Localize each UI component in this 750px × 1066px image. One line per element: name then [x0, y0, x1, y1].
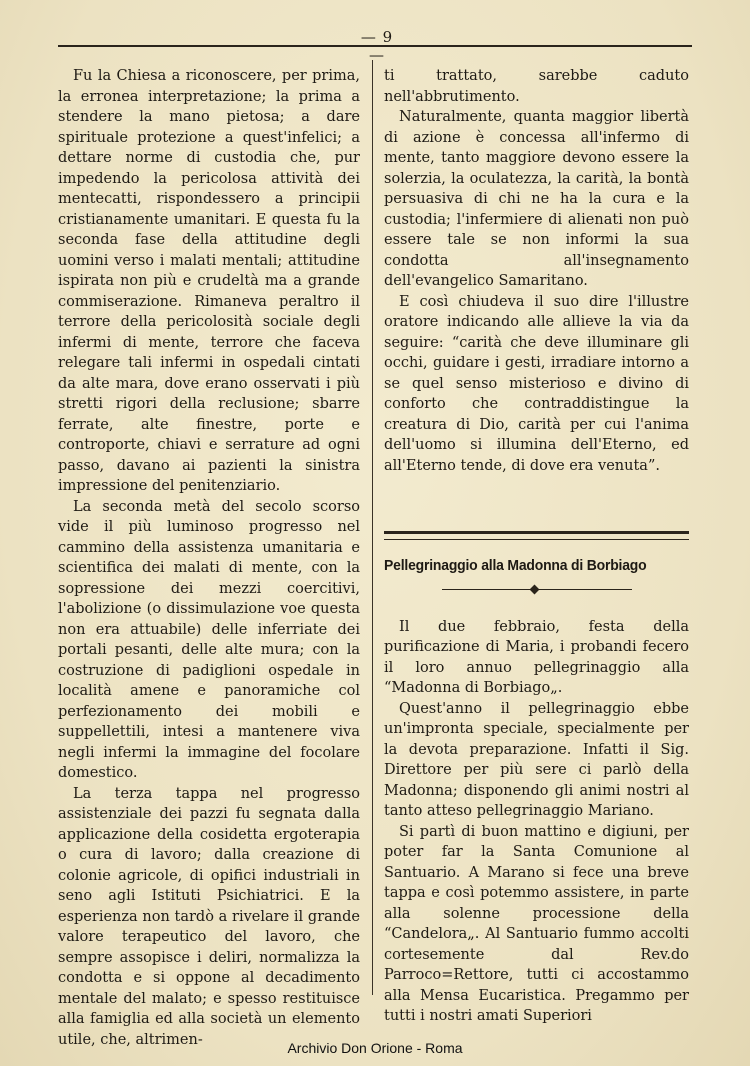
archive-credit: Archivio Don Orione - Roma [287, 1040, 463, 1056]
column-divider [372, 60, 373, 995]
section-title: Pellegrinaggio alla Madonna di Borbiago [384, 557, 647, 574]
paragraph: E così chiudeva il suo dire l'illustre oratore indicando alle allieve la via da seguire: “carità che deve illuminare gli occhi, guidare i gesti, irradiare intorno a se quel senso misterioso e divino di conforto che contraddistingue la creatura di Dio, carità per cui l'anima dell'uomo si illumina dell'Eterno, ed all'Eterno tende, di dove era venuta”. [384, 293, 689, 474]
diamond-ornament-icon [529, 584, 539, 594]
paragraph: Fu la Chiesa a riconoscere, per prima, la erronea interpretazione; la prima a stendere la mano pietosa; a dare spirituale protezione a quest'infelici; a dettare norme di custodia che, pur impedendo la pericolosa attività dei mentecatti, rispondessero a principii cristianamente umanitari. E questa fu la seconda fase della attitudine degli uomini verso i malati mentali; attitudine ispirata non più e crudeltà ma a grande commiserazione. Rimaneva peraltro il terrore della pericolosità sociale degli infermi di mente, terrore che faceva relegare tali infermi in ospedali cintati da alte mara, dove erano osservati i più stretti rigori della reclusione; sbarre ferrate, alte finestre, porte e controporte, chiavi e serrature ad ogni passo, davano ai pazienti la sinistra impressione del penitenziario. [58, 68, 360, 494]
paragraph: Quest'anno il pellegrinaggio ebbe un'impronta speciale, specialmente per la devota preparazione. Infatti il Sig. Direttore per più sere ci parlò della Madonna; disponendo gli animi nostri al tanto atteso pellegrinaggio Mariano. [384, 700, 689, 819]
paragraph: Si partì di buon mattino e digiuni, per poter far la Santa Comunione al Santuario. A Marano si fece una breve tappa e così potemmo assistere, in parte alla solenne processione della “Candelora„. Al Santuario fummo accolti cortesemente dal Rev.do Parroco=Rettore, tutti ci accostammo alla Mensa Eucaristica. Pregammo per tutti i nostri amati Superiori [384, 823, 689, 1024]
paragraph: La terza tappa nel progresso assistenziale dei pazzi fu segnata dalla applicazione della cosidetta ergoterapia o cura di lavoro; dalla creazione di colonie agricole, di opifici industriali in seno agli Istituti Psichiatrici. E la esperienza non tardò a rivelare il grande valore terapeutico del lavoro, che sempre assopisce i deliri, normalizza la condotta e si oppone al decadimento mentale del malato; e spesso restituisce alla famiglia ed alla società un elemento utile, che, altrimen- [58, 785, 360, 1048]
page-number: — 9 — [360, 28, 394, 64]
paragraph: Il due febbraio, festa della purificazione di Maria, i probandi fecero il loro annuo pellegrinaggio alla “Madonna di Borbiago„. [384, 618, 689, 696]
paragraph: ti trattato, sarebbe caduto nell'abbrutimento. [384, 68, 689, 105]
left-column [58, 66, 360, 1050]
paragraph: La seconda metà del secolo scorso vide il più luminoso progresso nel cammino della assistenza umanitaria e scientifica dei malati di mente, con la sopressione dei mezzi coercitivi, l'abolizione (o dissimulazione voe questa non era attuabile) delle inferriate dei portali pesanti, delle alte mura; con la costruzione di padiglioni ospedale in località amene e panoramiche col perfezionamento dei mobili e suppellettili, intesi a mantenere viva negli infermi la immagine del focolare domestico. [58, 498, 360, 781]
title-ornament [442, 585, 632, 595]
paragraph: Naturalmente, quanta maggior libertà di azione è concessa all'infermo di mente, tanto maggiore devono essere la solerzia, la oculatezza, la carità, la bontà persuasiva di chi ne ha la cura e la custodia; l'infermiere di alienati non può essere tale se non informi la sua condotta all'insegnamento dell'evangelico Samaritano. [384, 109, 689, 289]
right-column [384, 66, 689, 1027]
section-rule [384, 531, 689, 540]
header-rule [58, 45, 692, 47]
